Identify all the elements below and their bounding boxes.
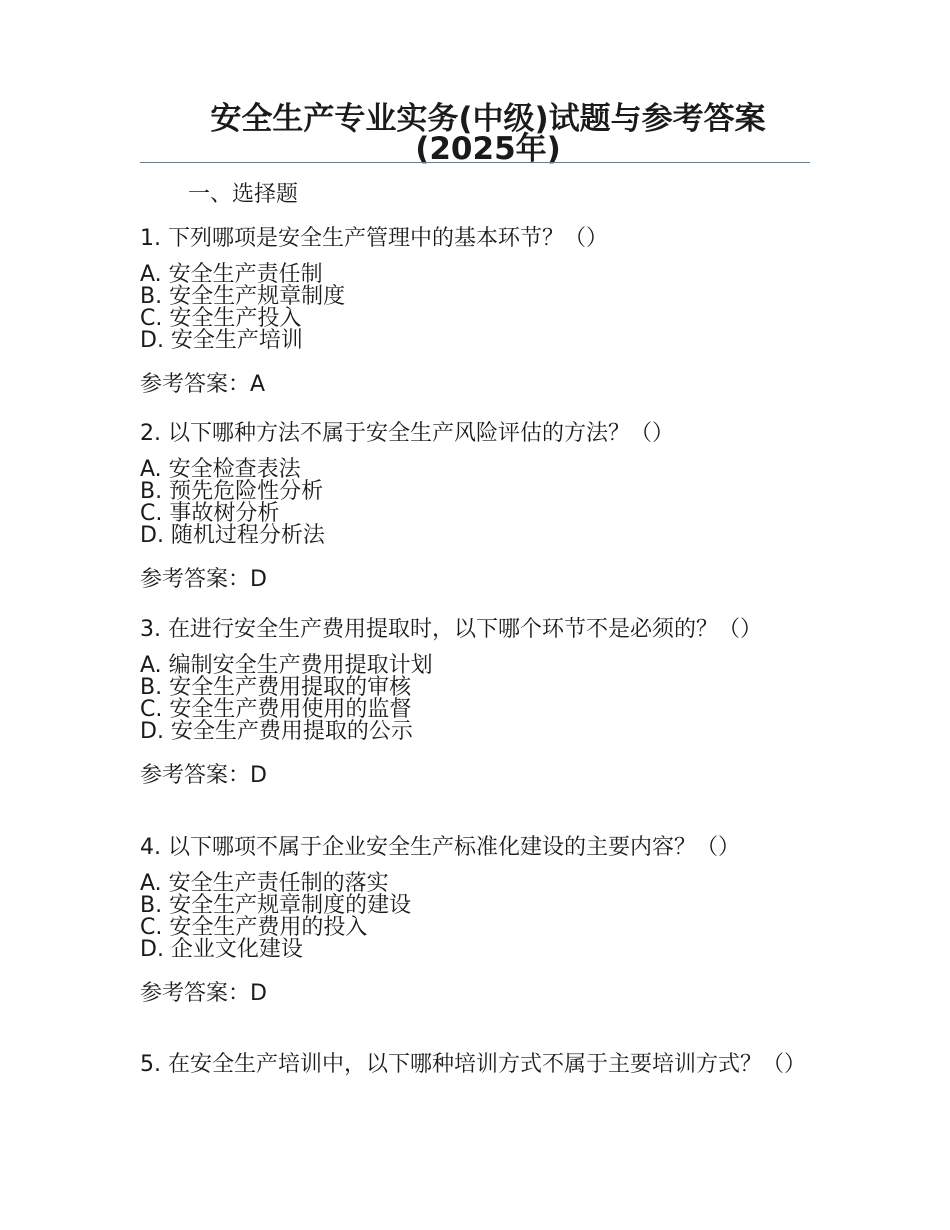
option-b: B. 预先危险性分析 [140, 479, 324, 504]
option-list [140, 264, 800, 352]
option-c: C. 安全生产费用的投入 [140, 915, 368, 940]
option-a: A. 安全生产责任制 [140, 262, 323, 287]
answer-line: 参考答案：A [140, 372, 266, 397]
answer-line: 参考答案：D [140, 981, 267, 1006]
question-text: 2. 以下哪种方法不属于安全生产风险评估的方法？（） [140, 421, 674, 446]
option-c: C. 安全生产费用使用的监督 [140, 697, 412, 722]
option-c: C. 安全生产投入 [140, 306, 302, 331]
option-list [140, 459, 800, 547]
section-heading: 一、选择题 [188, 182, 299, 207]
question-text: 4. 以下哪项不属于企业安全生产标准化建设的主要内容？（） [140, 835, 740, 860]
option-b: B. 安全生产规章制度 [140, 284, 346, 309]
option-d: D. 随机过程分析法 [140, 523, 325, 548]
option-d: D. 安全生产培训 [140, 328, 303, 353]
question-3 [140, 619, 800, 791]
option-a: A. 安全检查表法 [140, 457, 301, 482]
question-5 [140, 1052, 806, 1077]
question-text: 5. 在安全生产培训中，以下哪种培训方式不属于主要培训方式？（） [140, 1052, 806, 1077]
answer-line: 参考答案：D [140, 763, 267, 788]
answer-line: 参考答案：D [140, 567, 267, 592]
option-b: B. 安全生产费用提取的审核 [140, 675, 412, 700]
option-list [140, 655, 800, 743]
question-4 [140, 837, 800, 1009]
option-list [140, 873, 800, 961]
title-divider [140, 162, 810, 163]
option-a: A. 安全生产责任制的落实 [140, 871, 389, 896]
question-2 [140, 423, 800, 595]
question-1 [140, 228, 800, 400]
option-a: A. 编制安全生产费用提取计划 [140, 653, 433, 678]
option-c: C. 事故树分析 [140, 501, 280, 526]
question-text: 1. 下列哪项是安全生产管理中的基本环节？（） [140, 226, 608, 251]
option-d: D. 安全生产费用提取的公示 [140, 719, 413, 744]
question-text: 3. 在进行安全生产费用提取时，以下哪个环节不是必须的？（） [140, 617, 762, 642]
option-d: D. 企业文化建设 [140, 937, 303, 962]
page-title: 安全生产专业实务(中级)试题与参考答案(2025年) [210, 101, 766, 167]
option-b: B. 安全生产规章制度的建设 [140, 893, 412, 918]
